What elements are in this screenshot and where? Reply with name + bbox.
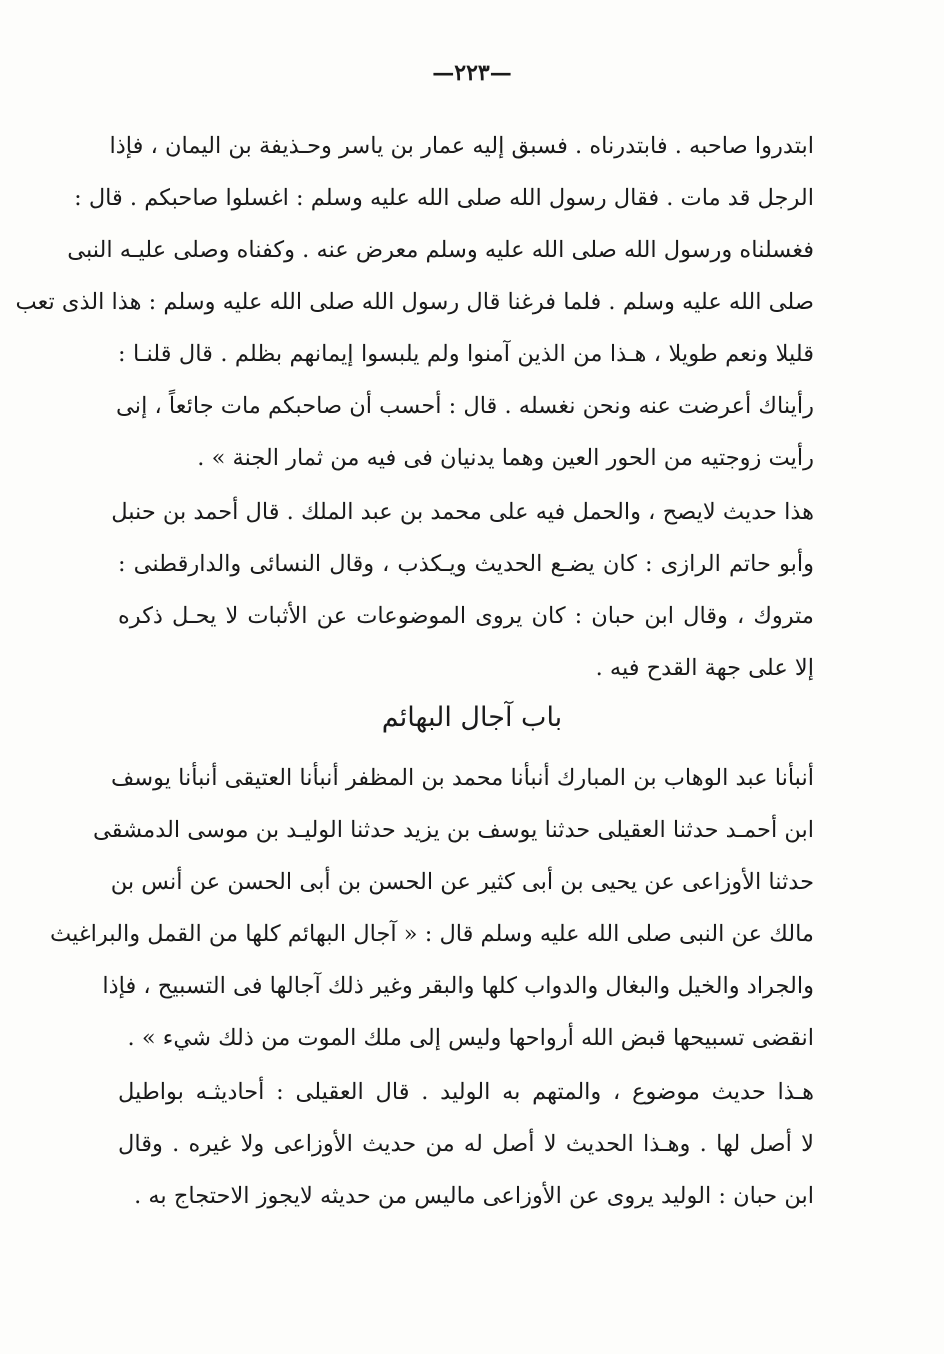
text-line: أنبأنا عبد الوهاب بن المبارك أنبأنا محمد بن المظفر أنبأنا العتيقى أنبأنا يوسف — [110, 765, 814, 791]
page-number: —٢٢٣— — [432, 60, 512, 86]
text-line: رأيت زوجتيه من الحور العين وهما يدنيان فى فيه من ثمار الجنة » . — [197, 445, 814, 471]
text-line: ابن حبان : الوليد يروى عن الأوزاعى ماليس من حديثه لايجوز الاحتجاج به . — [134, 1183, 814, 1209]
text-line: رأيناك أعرضت عنه ونحن نغسله . قال : أحسب أن صاحبكم مات جائعاً ، إنى — [116, 393, 814, 419]
text-line: هـذا حديث موضوع ، والمتهم به الوليد . قال العقيلى : أحاديثـه بواطيل — [118, 1079, 814, 1105]
text-line: ابن أحمـد حدثنا العقيلى حدثنا يوسف بن يزيد حدثنا الوليـد بن موسى الدمشقى — [92, 817, 814, 843]
text-line: والجراد والخيل والبغال والدواب كلها والبقر وغير ذلك آجالها فى التسبيح ، فإذا — [102, 973, 814, 999]
text-line: صلى الله عليه وسلم . فلما فرغنا قال رسول الله صلى الله عليه وسلم : هذا الذى تعب — [15, 289, 814, 315]
text-line: فغسلناه ورسول الله صلى الله عليه وسلم معرض عنه . وكفناه وصلى عليـه النبى — [67, 237, 814, 263]
section-heading: باب آجال البهائم — [381, 702, 563, 733]
text-line: إلا على جهة القدح فيه . — [595, 655, 814, 681]
paragraph-commentary — [111, 486, 814, 694]
text-line: حدثنا الأوزاعى عن يحيى بن أبى كثير عن الحسن بن أبى الحسن عن أنس بن — [110, 869, 814, 895]
paragraph-final-commentary — [118, 1066, 814, 1222]
text-line: الرجل قد مات . فقال رسول الله صلى الله عليه وسلم : اغسلوا صاحبكم . قال : — [74, 185, 814, 211]
text-line: متروك ، وقال ابن حبان : كان يروى الموضوعات عن الأثبات لا يحـل ذكره — [118, 603, 814, 629]
text-line: وأبو حاتم الرازى : كان يضـع الحديث ويـكذب ، وقال النسائى والدارقطنى : — [118, 551, 814, 577]
paragraph-hadith-continuation — [15, 120, 814, 484]
paragraph-hadith-chain — [49, 752, 814, 1064]
text-line: هذا حديث لايصح ، والحمل فيه على محمد بن عبد الملك . قال أحمد بن حنبل — [111, 499, 814, 525]
text-line: مالك عن النبى صلى الله عليه وسلم قال : « آجال البهائم كلها من القمل والبراغيث — [49, 921, 814, 947]
text-line: قليلا ونعم طويلا ، هـذا من الذين آمنوا ولم يلبسوا إيمانهم بظلم . قال قلنـا : — [118, 341, 814, 367]
text-line: ابتدروا صاحبه . فابتدرناه . فسبق إليه عمار بن ياسر وحـذيفة بن اليمان ، فإذا — [109, 133, 814, 159]
text-line: لا أصل لها . وهـذا الحديث لا أصل له من حديث الأوزاعى ولا غيره . وقال — [118, 1131, 814, 1157]
text-line: انقضى تسبيحها قبض الله أرواحها وليس إلى ملك الموت من ذلك شيء » . — [127, 1025, 814, 1051]
